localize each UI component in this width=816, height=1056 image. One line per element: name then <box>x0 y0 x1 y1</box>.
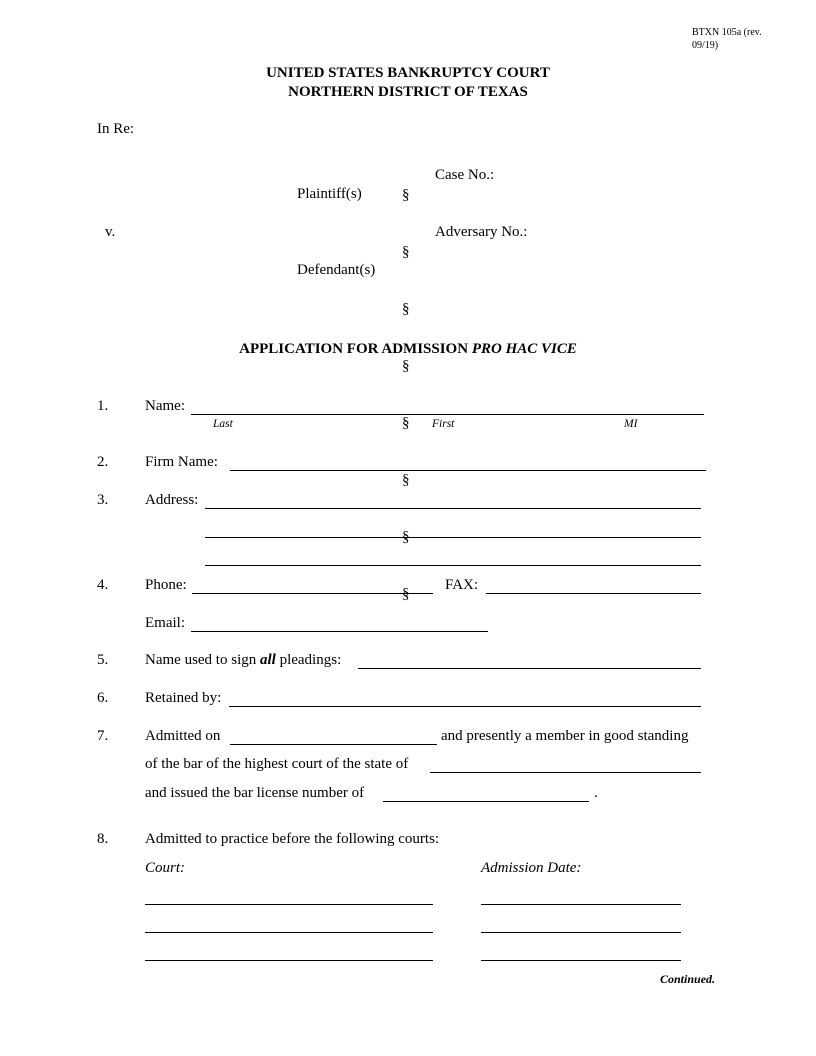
adversary-no-label: Adversary No.: <box>435 224 528 240</box>
section-symbol-column <box>402 148 416 623</box>
court-field-1[interactable] <box>145 904 433 905</box>
section-symbol: § <box>402 187 410 203</box>
admission-date-field-2[interactable] <box>481 932 681 933</box>
form-id-line1: BTXN 105a (rev. <box>692 27 762 38</box>
section-symbol: § <box>402 472 410 488</box>
application-title <box>0 341 816 358</box>
phone-field[interactable] <box>192 593 433 594</box>
defendant-label: Defendant(s) <box>297 262 376 278</box>
sign-name-pre: Name used to sign <box>145 652 260 668</box>
admitted-on-label: Admitted on <box>145 728 221 744</box>
item-number-1: 1. <box>97 398 109 414</box>
section-symbol: § <box>402 586 410 602</box>
title-main: APPLICATION FOR ADMISSION <box>239 341 472 357</box>
first-sublabel: First <box>432 418 455 430</box>
sign-name-post: pleadings: <box>275 652 342 668</box>
admission-date-field-3[interactable] <box>481 960 681 961</box>
good-standing-text: and presently a member in good standing <box>441 728 689 744</box>
item-number-8: 8. <box>97 831 109 847</box>
fax-label: FAX: <box>445 577 479 593</box>
item-number-7: 7. <box>97 728 109 744</box>
address-label: Address: <box>145 492 199 508</box>
admitted-on-date-field[interactable] <box>230 744 437 745</box>
admitted-courts-label: Admitted to practice before the following courts: <box>145 831 440 847</box>
bar-state-field[interactable] <box>430 772 701 773</box>
sign-name-field[interactable] <box>358 668 701 669</box>
section-symbol: § <box>402 415 410 431</box>
item-number-3: 3. <box>97 492 109 508</box>
court-column-header: Court: <box>145 860 186 876</box>
sign-name-emphasis: all <box>259 652 276 668</box>
item-number-2: 2. <box>97 454 109 470</box>
last-sublabel: Last <box>213 418 233 430</box>
item-number-6: 6. <box>97 690 109 706</box>
name-field[interactable] <box>191 414 704 415</box>
address-field-line2[interactable] <box>205 537 701 538</box>
firm-name-field[interactable] <box>230 470 706 471</box>
retained-by-label: Retained by: <box>145 690 222 706</box>
section-symbol: § <box>402 529 410 545</box>
email-field[interactable] <box>191 631 488 632</box>
court-name: UNITED STATES BANKRUPTCY COURT <box>266 65 550 81</box>
court-field-2[interactable] <box>145 932 433 933</box>
firm-name-label: Firm Name: <box>145 454 218 470</box>
item-number-4: 4. <box>97 577 109 593</box>
title-italic: PRO HAC VICE <box>471 341 577 357</box>
mi-sublabel: MI <box>624 418 638 430</box>
bar-license-field[interactable] <box>383 801 589 802</box>
address-field-line1[interactable] <box>205 508 701 509</box>
email-label: Email: <box>145 615 185 631</box>
versus-label: v. <box>105 224 116 240</box>
item-number-5: 5. <box>97 652 109 668</box>
admission-date-field-1[interactable] <box>481 904 681 905</box>
admission-date-column-header: Admission Date: <box>481 860 582 876</box>
court-field-3[interactable] <box>145 960 433 961</box>
section-symbol: § <box>402 301 410 317</box>
form-id-line2: 09/19) <box>692 40 719 51</box>
bar-license-period: . <box>594 785 598 801</box>
court-district: NORTHERN DISTRICT OF TEXAS <box>288 84 528 100</box>
section-symbol: § <box>402 244 410 260</box>
retained-by-field[interactable] <box>229 706 701 707</box>
in-re-label: In Re: <box>97 121 135 137</box>
address-field-line3[interactable] <box>205 565 701 566</box>
bar-license-label: and issued the bar license number of <box>145 785 365 801</box>
phone-label: Phone: <box>145 577 187 593</box>
continued-note: Continued. <box>660 972 716 986</box>
fax-field[interactable] <box>486 593 701 594</box>
case-no-label: Case No.: <box>435 167 495 183</box>
name-label: Name: <box>145 398 185 414</box>
plaintiff-label: Plaintiff(s) <box>297 186 362 202</box>
section-symbol: § <box>402 358 410 374</box>
sign-name-label <box>145 652 341 669</box>
bar-state-label: of the bar of the highest court of the state of <box>145 756 409 772</box>
